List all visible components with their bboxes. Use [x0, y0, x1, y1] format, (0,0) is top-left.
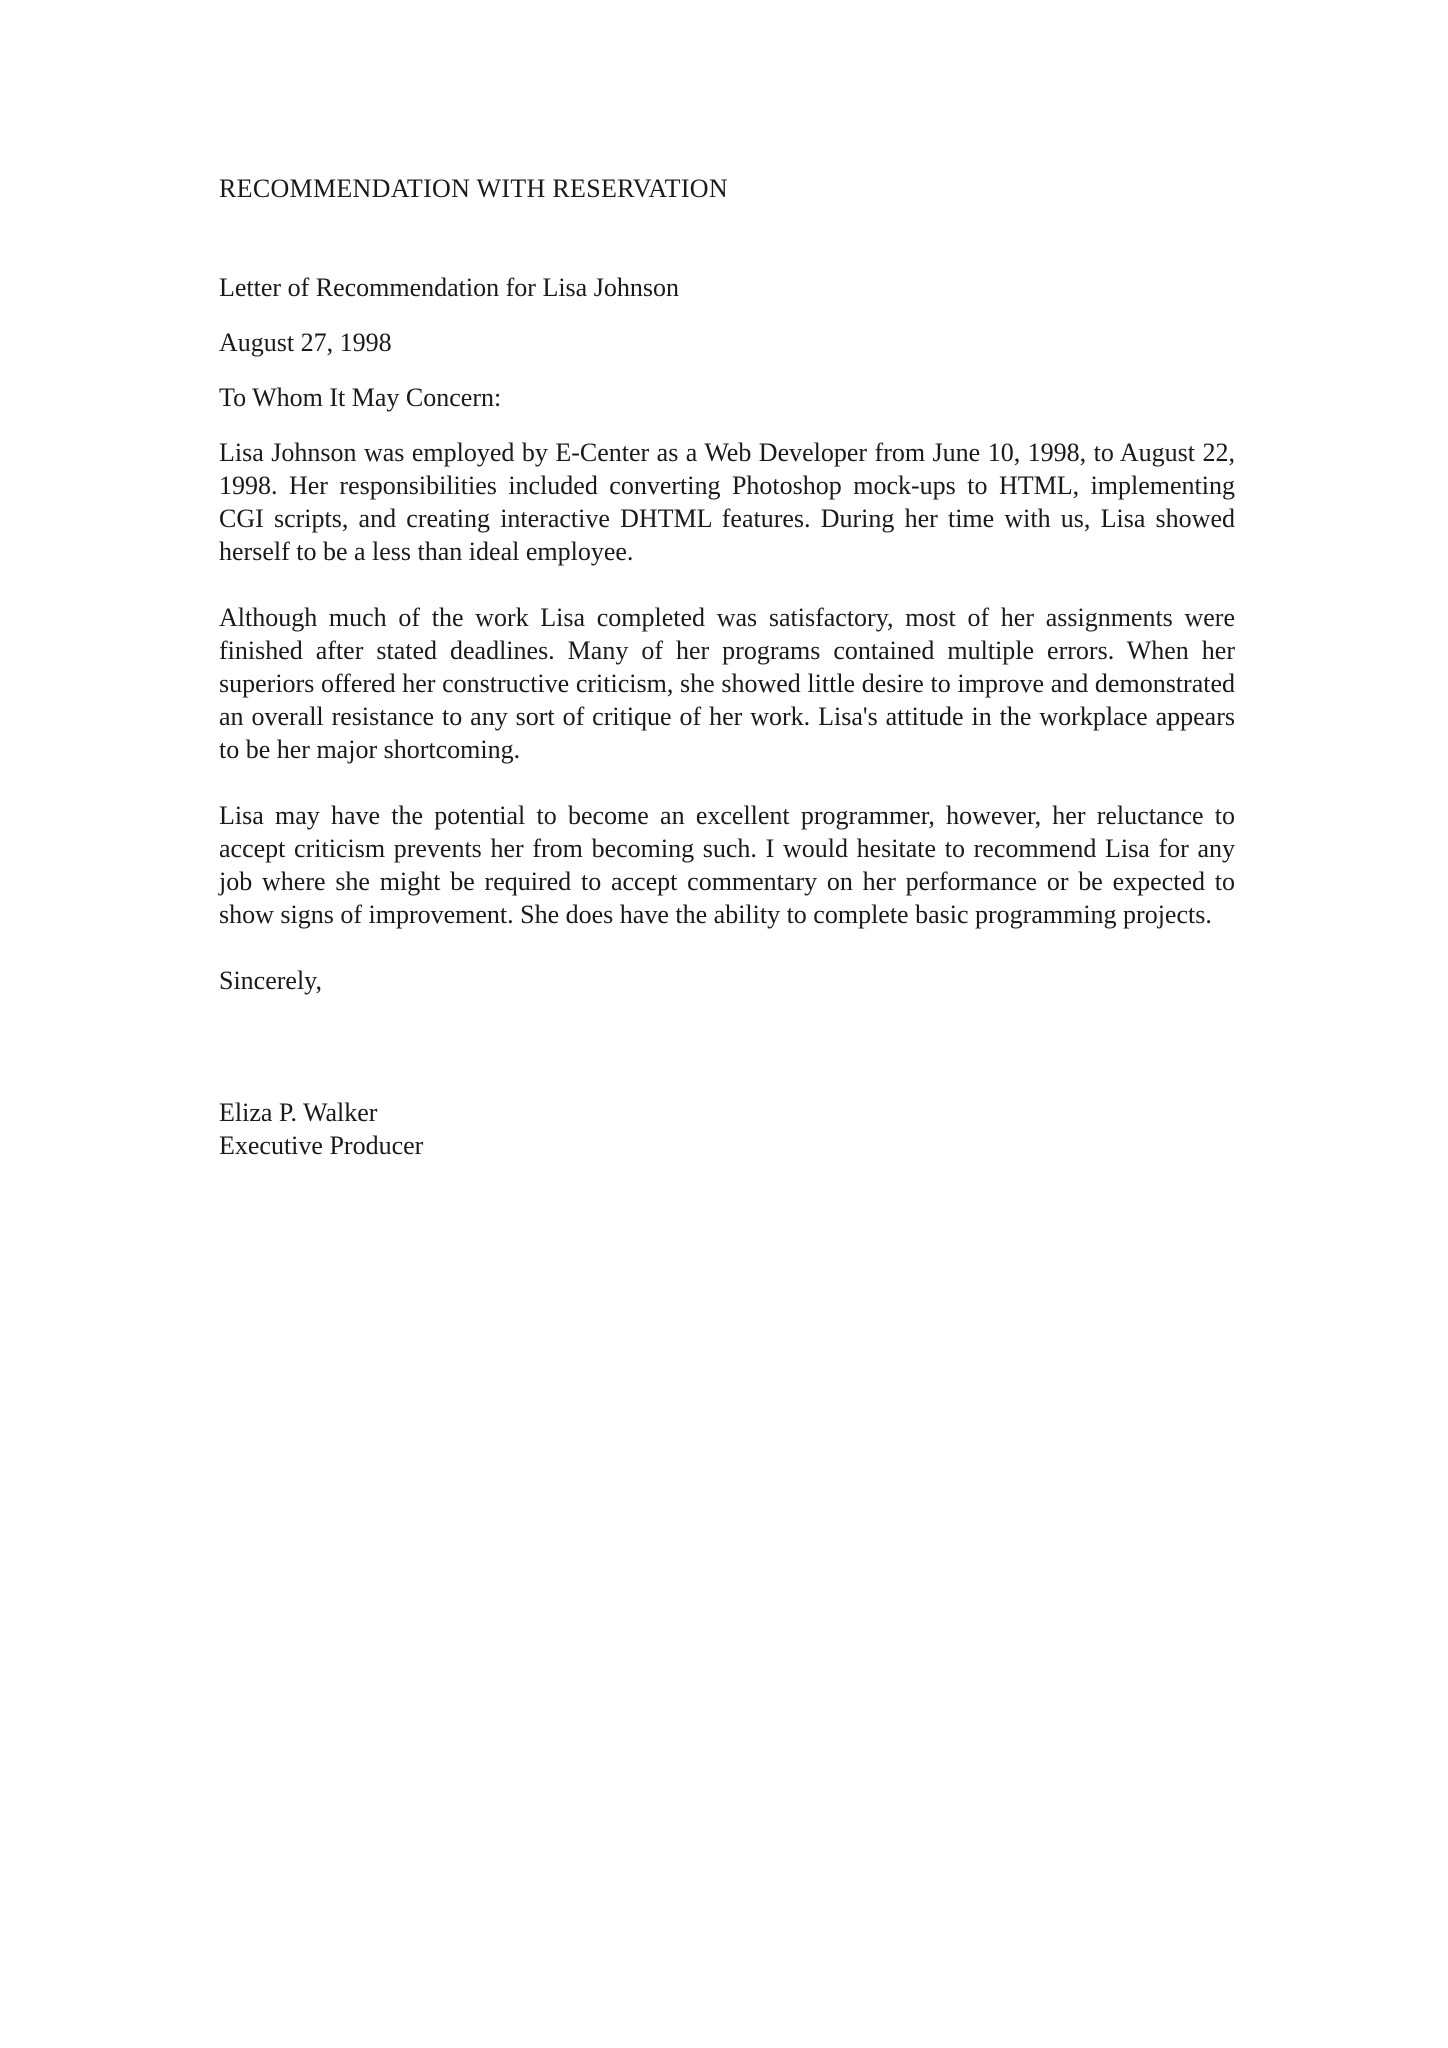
body-paragraph: Although much of the work Lisa completed was satisfactory, most of her assignments were finished after stated deadlines. Many of her programs contained multiple errors. When her superiors offered her constructive criticism, she showed little desire to improve and demonstrated an overall resistance to any sort of critique of her work. Lisa's attitude in the workplace appears to be her major shortcoming. [219, 603, 1235, 764]
closing: Sincerely, [219, 966, 322, 995]
salutation: To Whom It May Concern: [219, 383, 502, 412]
signer-name: Eliza P. Walker [219, 1098, 378, 1127]
letter-body [219, 172, 1235, 1162]
body-paragraph: Lisa Johnson was employed by E-Center as a Web Developer from June 10, 1998, to August 22, 1998. Her responsibilities included converting Photoshop mock-ups to HTML, implementing CGI scripts, and creating interactive DHTML features. During her time with us, Lisa showed herself to be a less than ideal employee. [219, 438, 1235, 566]
letter-title: Letter of Recommendation for Lisa Johnson [219, 273, 679, 302]
signature-block [219, 1096, 1235, 1162]
letter-date: August 27, 1998 [219, 328, 392, 357]
document-heading: RECOMMENDATION WITH RESERVATION [219, 174, 728, 203]
body-paragraph: Lisa may have the potential to become an excellent programmer, however, her reluctance to accept criticism prevents her from becoming such. I would hesitate to recommend Lisa for any job where she might be required to accept commentary on her performance or be expected to show signs of improvement. She does have the ability to complete basic programming projects. [219, 801, 1235, 929]
signer-title: Executive Producer [219, 1131, 424, 1160]
